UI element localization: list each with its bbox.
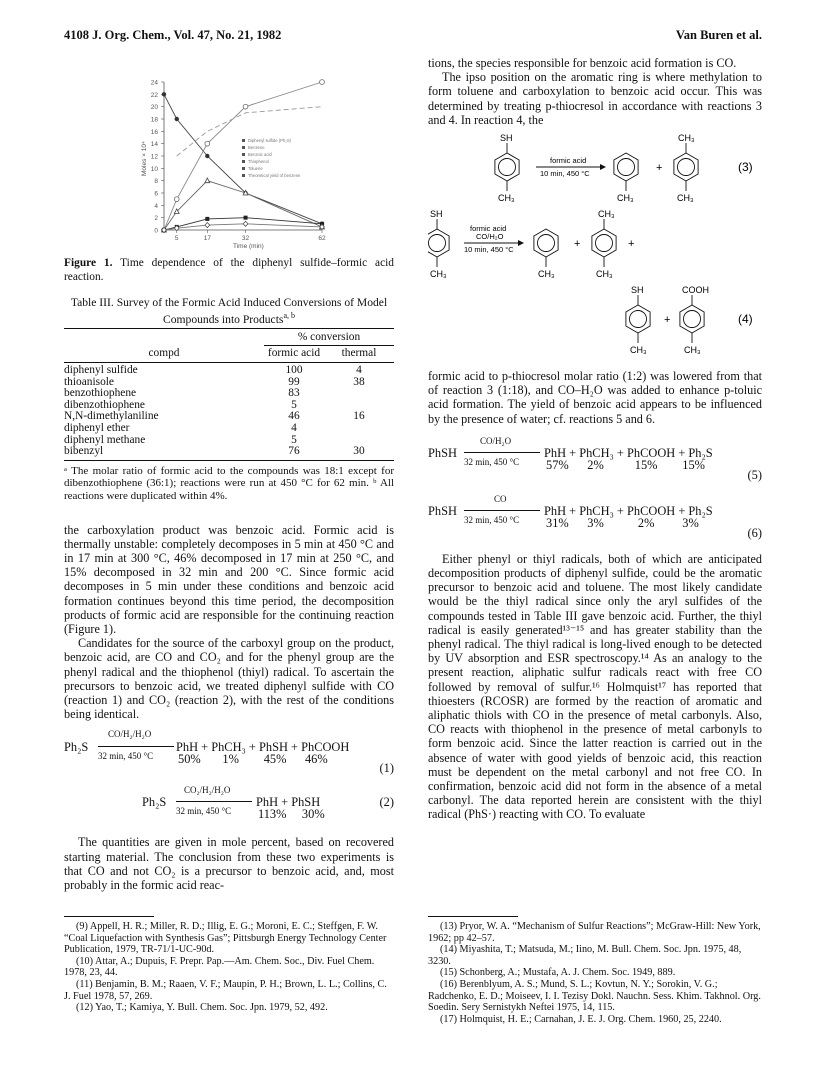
data-point [205, 222, 210, 227]
table-3-title [64, 296, 394, 326]
rxn2-products: PhH + PhSH [256, 795, 321, 810]
reference-entry: (13) Pryor, W. A. “Mechanism of Sulfur Reactions”; McGraw-Hill: New York, 1962; pp 42–57. [428, 921, 761, 944]
legend-marker [242, 146, 245, 149]
references-right [428, 916, 762, 1025]
table-cell-thermal [324, 388, 394, 400]
data-point [205, 141, 210, 146]
y-tick-label: 24 [150, 79, 158, 87]
col-formic: formic acid [267, 347, 321, 360]
data-point [174, 197, 179, 202]
table-body [64, 365, 394, 458]
r4-thiocresol-ring [626, 305, 650, 333]
reaction-2 [64, 783, 394, 823]
r3-plus: + [656, 162, 663, 175]
r3-ch3-benzene: CH₃ [617, 193, 634, 204]
r4-plus-2: + [628, 238, 635, 251]
figure-caption-text: Time dependence of the diphenyl sulfide–formic acid reaction. [64, 257, 394, 283]
series-line-0 [164, 94, 322, 224]
table-cell-thermal: 30 [353, 445, 365, 458]
data-point [205, 217, 209, 221]
data-point [162, 92, 166, 96]
data-point [320, 80, 325, 85]
reference-entry: (11) Benjamin, B. M.; Raaen, V. F.; Maupin, P. H.; Brown, L. L.; Collins, C. J. Fuel 1978, 57, 269. [64, 978, 387, 1002]
y-tick-label: 8 [154, 178, 158, 186]
table-cell-compd: benzothiophene [64, 387, 137, 400]
table-cell-formic: 83 [288, 387, 300, 400]
table-cell-formic: 46 [288, 410, 300, 423]
journal-header: 4108 J. Org. Chem., Vol. 47, No. 21, 1982 [64, 28, 282, 42]
table-cell-compd: diphenyl methane [64, 433, 146, 446]
reference-entry: (12) Yao, T.; Kamiya, Y. Bull. Chem. Soc. Jpn. 1979, 52, 492. [76, 1002, 328, 1014]
right-paragraph-1: tions, the species responsible for benzoic acid formation is CO. [428, 56, 737, 70]
x-tick-label: 62 [318, 235, 326, 242]
r4-product-toluene-ring [534, 229, 558, 257]
r4-thiocresol-ch3: CH₃ [630, 345, 647, 356]
r4-toluene-ch3: CH₃ [538, 269, 555, 280]
table-cell-compd: diphenyl ether [64, 422, 130, 435]
rxn1-yields: 50% 1% 45% 46% [178, 752, 328, 767]
right-paragraph-3: formic acid to p-thiocresol molar ratio (1:2) was lowered from that of reaction 3 (1:18), and CO–H₂O was added to enhance p-toluic acid formation. The yield of benzoic acid appears to be influenced by the presence of water; cf. reactions 5 and 6. [428, 369, 762, 426]
references-left [64, 916, 394, 1014]
r3-product-xylene-ring [674, 153, 698, 181]
rxn2-reactant: Ph₂S [142, 795, 167, 810]
rxn5-above: CO/H₂O [480, 435, 512, 446]
reference-entry: (16) Berenblyum, A. S.; Mund, S. L.; Kovtun, N. Y.; Sorokin, V. G.; Radchenko, E. D.; Moiseev, I. I. Tezisy Dokl. Nauchn. Sess. Khim. Takhnol. Org. Soedin. Sery Sernistykh Neftei 1975, 14, 115. [428, 978, 761, 1014]
rxn2-number: (2) [379, 795, 394, 810]
table-row [64, 423, 394, 435]
legend-entry: Benzoic acid [248, 152, 272, 157]
right-column [428, 56, 762, 822]
r4-ch3-bottom: CH₃ [596, 269, 613, 280]
table-cell-compd: dibenzothiophene [64, 398, 145, 411]
table-cell-thermal: 4 [356, 364, 362, 377]
rxn6-number: (6) [747, 525, 762, 540]
legend-marker [242, 153, 245, 156]
table-cell-compd: N,N-dimethylaniline [64, 410, 159, 423]
y-tick-label: 12 [150, 153, 158, 161]
r3-ch3-bottom: CH₃ [677, 193, 694, 204]
table-title-sup: a, b [283, 311, 296, 321]
data-point [205, 178, 210, 183]
r4-reactant-ring [428, 229, 449, 257]
left-paragraph-2: Candidates for the source of the carboxyl group on the product, benzoic acid, are CO and CO₂ and for the phenyl group are the phenyl radical and the thiophenol (thiyl) radical. To ascertain the precursors to benzoic acid, we treated diphenyl sulfide with CO (reaction 1) and CO₂ (reaction 2), with the rest of the conditions being identical. [64, 636, 394, 722]
x-axis-label: Time (min) [233, 243, 264, 250]
legend-entry: Toluene [248, 166, 263, 171]
r3-reactant-ring [495, 153, 519, 181]
y-tick-label: 2 [154, 215, 158, 223]
reference-entry: (17) Holmquist, H. E.; Carnahan, J. E. J. Org. Chem. 1960, 25, 2240. [440, 1013, 722, 1025]
series-line-4 [164, 224, 322, 230]
right-paragraph-4: Either phenyl or thiyl radicals, both of which are anticipated decomposition products of diphenyl sulfide, could be the aromatic precursor to benzoic acid and toluene. The most likely candidate would be the thiyl radical since only the aryl sulfides of the compounds tested in Table III gave benzoic acid. Further, the thiyl radical is easily generated¹³⁻¹⁵ and has greater stability than the phenyl radical. The thiyl radical is long-lived enough to be detected by UV absorption and ESR spectroscopy.¹⁴ As an analogy to the present reaction, aliphatic sulfur radicals react with free CO followed by removal of sulfur.¹⁶ Holmquist¹⁷ has reported that thioesters (RCOSR) are formed by the reaction of aromatic and aliphatic thiols with CO in the presence of metal carbonyls. Also, CO reacts with thiophenol in the presence of metal carbonyls to form benzoic acid. Since the latter reaction is carried out in the absence of water with good yields of benzoic acid, this reaction must be dependent on the metal carbonyl and not free CO. In confirmation, benzoic acid did not form in the absence of a metal carbonyl. The data reported herein are consistent with the thiyl radical (PhS·) reacting with CO. To evaluate [428, 551, 762, 822]
table-cell-formic: 76 [288, 445, 300, 458]
x-tick-label: 32 [241, 235, 250, 242]
r4-number: (4) [738, 312, 753, 327]
y-tick-label: 14 [150, 141, 158, 149]
table-title-text: Table III. Survey of the Formic Acid Induced Conversions of Model Compounds into Products [70, 296, 388, 326]
left-column [64, 56, 394, 892]
r4-toluic-ch3: CH₃ [684, 345, 701, 356]
rxn2-above: CO₂/H₂/H₂O [184, 785, 231, 796]
left-paragraph-1: the carboxylation product was benzoic acid. Formic acid is thermally unstable: completely decomposes in 5 min at 450 °C and in 17 min at 300 °C, 46% decomposed in 17 min at 250 °C, and 15% decomposed in 32 min and 200 °C. Since formic acid decomposes in 5 min under these conditions and benzoic acid formation continues beyond this time period, the decomposition products of formic acid are responsible for the continuing reaction (Figure 1). [64, 522, 394, 637]
rxn5-number: (5) [747, 467, 762, 482]
table-cell-formic: 99 [288, 375, 300, 388]
rxn1-below: 32 min, 450 °C [98, 751, 154, 762]
reaction-5 [428, 434, 762, 482]
left-paragraph-3: The quantities are given in mole percent, based on recovered starting material. The conclusion from these two experiments is that CO and not CO₂ is a precursor to benzoic acid, and, most probably in the formic acid reac- [64, 835, 394, 893]
reaction-1 [64, 727, 394, 776]
table-cell-thermal [324, 423, 394, 435]
table-cell-formic: 4 [291, 422, 297, 435]
y-axis-label: Moles × 10⁴ [141, 141, 148, 176]
series-line-2 [164, 181, 322, 230]
y-tick-label: 0 [154, 227, 158, 235]
figure-1-caption [64, 257, 394, 284]
table-cell-compd: diphenyl sulfide [64, 364, 138, 377]
y-tick-label: 6 [154, 190, 158, 198]
group-header: % conversion [264, 332, 394, 346]
rxn1-above: CO/H₂/H₂O [108, 729, 152, 740]
r4-product-xylene-ring [592, 229, 616, 257]
y-tick-label: 18 [150, 116, 158, 124]
table-row [64, 446, 394, 458]
y-tick-label: 22 [150, 91, 158, 99]
r4-arrow-below: 10 min, 450 °C [464, 245, 514, 255]
legend-marker [242, 139, 245, 142]
table-cell-compd: bibenzyl [64, 445, 104, 458]
data-point [205, 154, 209, 158]
legend-entry: Diphenyl sulfide (Ph₂S) [248, 138, 292, 143]
table-cell-thermal: 38 [353, 375, 365, 388]
table-3 [64, 328, 394, 458]
table-row [64, 365, 394, 377]
rxn5-products: PhH + PhCH₃ + PhCOOH + Ph₂S [544, 445, 713, 460]
data-point [243, 221, 248, 226]
r4-plus-3: + [664, 314, 671, 327]
data-point [244, 216, 248, 220]
table-cell-formic: 5 [291, 433, 297, 446]
r4-plus-1: + [574, 238, 581, 251]
r4-sh-label: SH [430, 209, 443, 220]
table-cell-compd: thioanisole [64, 375, 114, 388]
data-point [175, 117, 179, 121]
table-cell-formic: 5 [291, 398, 297, 411]
r3-product-benzene [614, 153, 638, 181]
r4-thiocresol-sh: SH [631, 285, 644, 296]
legend-entry: Benzene [248, 145, 265, 150]
r4-ch3-label: CH₃ [430, 269, 447, 280]
y-tick-label: 16 [150, 128, 158, 136]
legend-marker [242, 167, 245, 170]
reference-entry: (10) Attar, A.; Dupuis, F. Prepr. Pap.—Am. Chem. Soc., Div. Fuel Chem. 1978, 23, 44. [64, 955, 375, 979]
rxn5-yields: 57% 2% 15% 15% [546, 457, 705, 472]
rxn1-reactant: Ph₂S [64, 740, 89, 755]
r3-ch3-top: CH₃ [678, 133, 695, 144]
y-tick-label: 4 [154, 202, 158, 210]
r3-number: (3) [738, 160, 753, 175]
r4-cooh-label: COOH [682, 285, 709, 296]
rxn6-above: CO [494, 493, 507, 504]
table-footnote: ᵃ The molar ratio of formic acid to the compounds was 18:1 except for dibenzothiophene (36:1); reactions were run at 450 °C for 62 min. ᵇ All reactions were duplicated within 4%. [64, 464, 394, 502]
right-paragraph-2: The ipso position on the aromatic ring is where methylation to form toluene and carboxylation to benzoic acid occur. This was determined by treating p-thiocresol in accordance with reactions 3 and 4. In reaction 4, the [428, 70, 762, 127]
legend-entry: Theoretical yield of benzene [248, 173, 301, 178]
y-tick-label: 20 [150, 104, 158, 112]
rxn1-products: PhH + PhCH₃ + PhSH + PhCOOH [176, 740, 350, 755]
rxn5-reactant: PhSH [428, 445, 457, 460]
r4-toluic-ring [680, 305, 704, 333]
rxn1-number: (1) [379, 761, 394, 776]
x-tick-label: 17 [203, 235, 211, 242]
data-point [243, 104, 248, 109]
rxn6-products: PhH + PhCH₃ + PhCOOH + Ph₂S [544, 503, 713, 518]
r3-arrow-below: 10 min, 450 °C [540, 169, 590, 179]
legend-marker [242, 160, 245, 163]
r3-sh-label: SH [500, 133, 513, 144]
y-tick-label: 10 [150, 165, 158, 173]
rxn2-yields: 113% 30% [258, 807, 325, 822]
reference-entry: (14) Miyashita, T.; Matsuda, M.; Iino, M. Bull. Chem. Soc. Jpn. 1975, 48, 3230. [428, 944, 742, 967]
rxn6-reactant: PhSH [428, 503, 457, 518]
rxn2-below: 32 min, 450 °C [176, 806, 232, 817]
r4-arrow-above-2: CO/H₂O [476, 232, 504, 242]
rxn6-yields: 31% 3% 2% 3% [546, 515, 699, 530]
rxn6-below: 32 min, 450 °C [464, 514, 520, 525]
legend-marker [242, 174, 245, 177]
col-compd: compd [148, 347, 180, 360]
reaction-scheme [428, 129, 762, 395]
legend-entry: Thiophenol [248, 159, 269, 164]
reaction-6 [428, 492, 762, 540]
table-cell-formic: 100 [285, 364, 303, 377]
author-header: Van Buren et al. [675, 28, 762, 42]
x-tick-label: 5 [174, 235, 179, 242]
r4-arrow-above-1: formic acid [470, 224, 507, 234]
reference-entry: (15) Schonberg, A.; Mustafa, A. J. Chem. Soc. 1949, 889. [440, 967, 676, 979]
table-row [64, 435, 394, 447]
rxn5-below: 32 min, 450 °C [464, 456, 520, 467]
r3-ch3-label: CH₃ [498, 193, 515, 204]
figure-caption-label: Figure 1. [64, 257, 113, 270]
r4-ch3-top: CH₃ [598, 209, 615, 220]
reference-entry: (9) Appell, H. R.; Miller, R. D.; Illig, E. G.; Moroni, E. C.; Steffgen, F. W. “Coal Liquefaction with Synthesis Gas”; Pittsburgh Energy Technology Center Publication, 1979, TR-71/1-UC-90d. [64, 921, 387, 956]
col-thermal: thermal [341, 347, 377, 360]
figure-1-chart [64, 56, 394, 252]
r3-arrow-above: formic acid [550, 156, 587, 166]
table-cell-thermal: 16 [353, 410, 365, 423]
